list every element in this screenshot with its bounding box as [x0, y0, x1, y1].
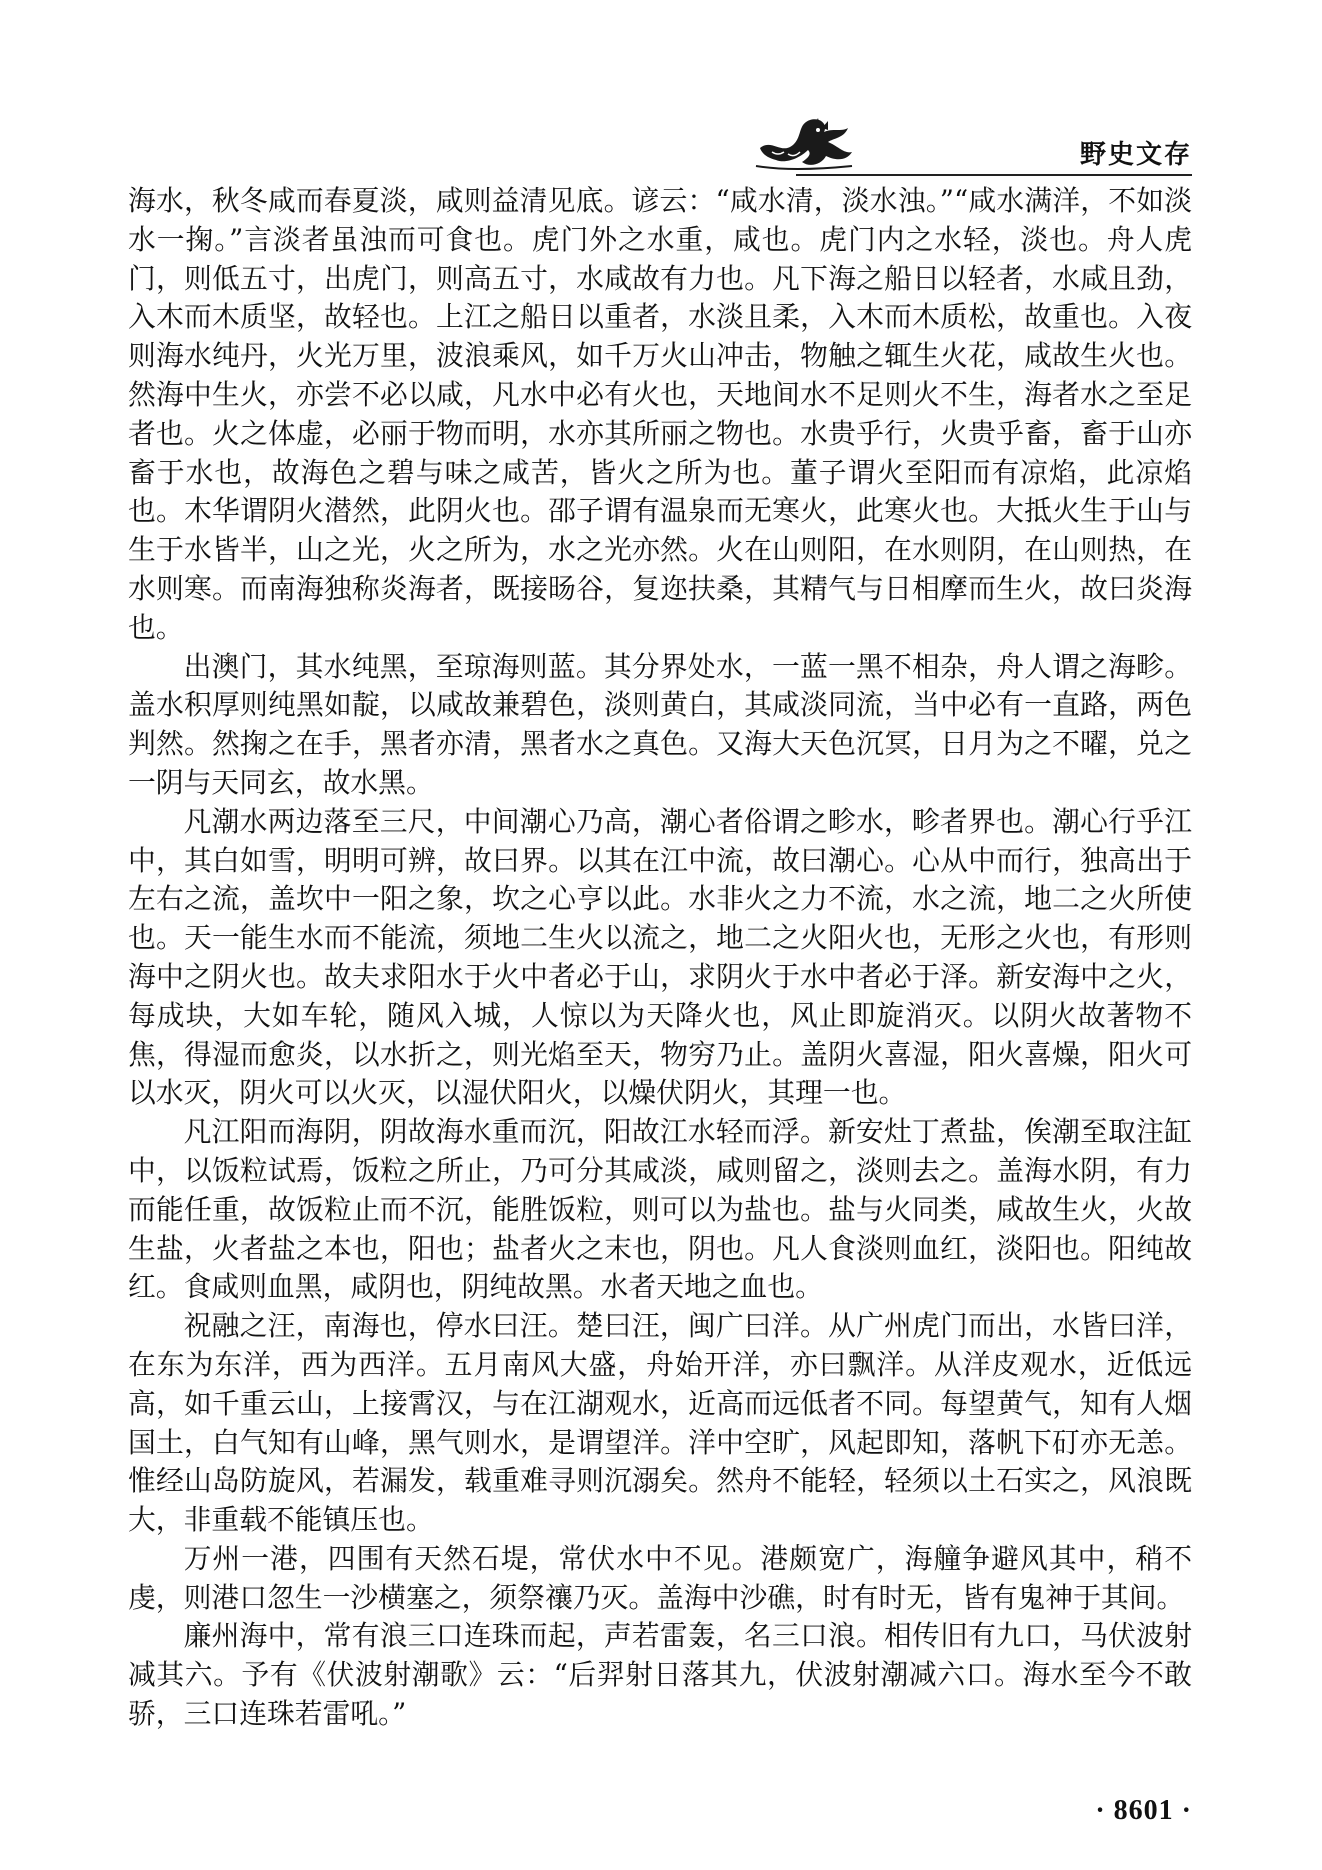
- paragraph: 出澳门，其水纯黑，至琼海则蓝。其分界处水，一蓝一黑不相杂，舟人谓之海畛。盖水积厚则纯黑如靛，以咸故兼碧色，淡则黄白，其咸淡同流，当中必有一直路，两色判然。然掬之在手，黑者亦清，黑者水之真色。又海大天色沉冥，日月为之不曜，兑之一阴与天同玄，故水黑。: [128, 649, 1192, 799]
- paragraph: 祝融之汪，南海也，停水曰汪。楚曰汪，闽广曰洋。从广州虎门而出，水皆曰洋，在东为东洋，西为西洋。五月南风大盛，舟始开洋，亦曰飘洋。从洋皮观水，近低远高，如千重云山，上接霄汉，与在江湖观水，近高而远低者不同。每望黄气，知有人烟国土，白气知有山峰，黑气则水，是谓望洋。洋中空旷，风起即知，落帆下矴亦无恙。惟经山岛防旋风，若漏发，载重难寻则沉溺矣。然舟不能轻，轻须以土石实之，风浪既大，非重载不能镇压也。: [128, 1309, 1192, 1537]
- series-title: 野史文存: [1079, 140, 1192, 170]
- page-header: [752, 108, 1192, 178]
- paragraph: 廉州海中，常有浪三口连珠而起，声若雷轰，名三口浪。相传旧有九口，马伏波射减其六。予有《伏波射潮歌》云：“后羿射日落其九，伏波射潮减六口。海水至今不敢骄，三口连珠若雷吼。”: [128, 1619, 1192, 1731]
- header-rule: [796, 174, 1192, 176]
- dragon-emblem-icon: [752, 108, 862, 174]
- paragraph: 凡潮水两边落至三尺，中间潮心乃高，潮心者俗谓之畛水，畛者界也。潮心行乎江中，其白如雪，明明可辨，故曰界。以其在江中流，故曰潮心。心从中而行，独高出于左右之流，盖坎中一阳之象，坎之心亨以此。水非火之力不流，水之流，地二之火所使也。天一能生水而不能流，须地二生火以流之，地二之火阳火也，无形之火也，有形则海中之阴火也。故夫求阳水于火中者必于山，求阴火于水中者必于泽。新安海中之火，每成块，大如车轮，随风入城，人惊以为天降火也，风止即旋消灭。以阴火故著物不焦，得湿而愈炎，以水折之，则光焰至天，物穷乃止。盖阴火喜湿，阳火喜燥，阳火可以水灭，阴火可以火灭，以湿伏阳火，以燥伏阴火，其理一也。: [128, 804, 1192, 1110]
- page-number: · 8601 ·: [1095, 1795, 1192, 1826]
- paragraph: 海水，秋冬咸而春夏淡，咸则益清见底。谚云：“咸水清，淡水浊。”“咸水满洋，不如淡水一掬。”言淡者虽浊而可食也。虎门外之水重，咸也。虎门内之水轻，淡也。舟人虎门，则低五寸，出虎门，则高五寸，水咸故有力也。凡下海之船日以轻者，水咸且劲，入木而木质坚，故轻也。上江之船日以重者，水淡且柔，入木而木质松，故重也。入夜则海水纯丹，火光万里，波浪乘风，如千万火山冲击，物触之辄生火花，咸故生火也。然海中生火，亦尝不必以咸，凡水中必有火也，天地间水不足则火不生，海者水之至足者也。火之体虚，必丽于物而明，水亦其所丽之物也。水贵乎行，火贵乎畜，畜于山亦畜于水也，故海色之碧与味之咸苦，皆火之所为也。董子谓火至阳而有凉焰，此凉焰也。木华谓阴火潜然，此阴火也。邵子谓有温泉而无寒火，此寒火也。大抵火生于山与生于水皆半，山之光，火之所为，水之光亦然。火在山则阳，在水则阴，在山则热，在水则寒。而南海独称炎海者，既接旸谷，复迩扶桑，其精气与日相摩而生火，故曰炎海也。: [128, 184, 1192, 644]
- paragraph: 万州一港，四围有天然石堤，常伏水中不见。港颇宽广，海艟争避风其中，稍不虔，则港口忽生一沙横塞之，须祭禳乃灭。盖海中沙礁，时有时无，皆有鬼神于其间。: [128, 1541, 1192, 1614]
- paragraph: 凡江阳而海阴，阴故海水重而沉，阳故江水轻而浮。新安灶丁煮盐，俟潮至取注缸中，以饭粒试焉，饭粒之所止，乃可分其咸淡，咸则留之，淡则去之。盖海水阴，有力而能任重，故饭粒止而不沉，能胜饭粒，则可以为盐也。盐与火同类，咸故生火，火故生盐，火者盐之本也，阳也；盐者火之末也，阴也。凡人食淡则血红，淡阳也。阳纯故红。食咸则血黑，咸阴也，阴纯故黑。水者天地之血也。: [128, 1115, 1192, 1304]
- body-text: [128, 182, 1192, 1734]
